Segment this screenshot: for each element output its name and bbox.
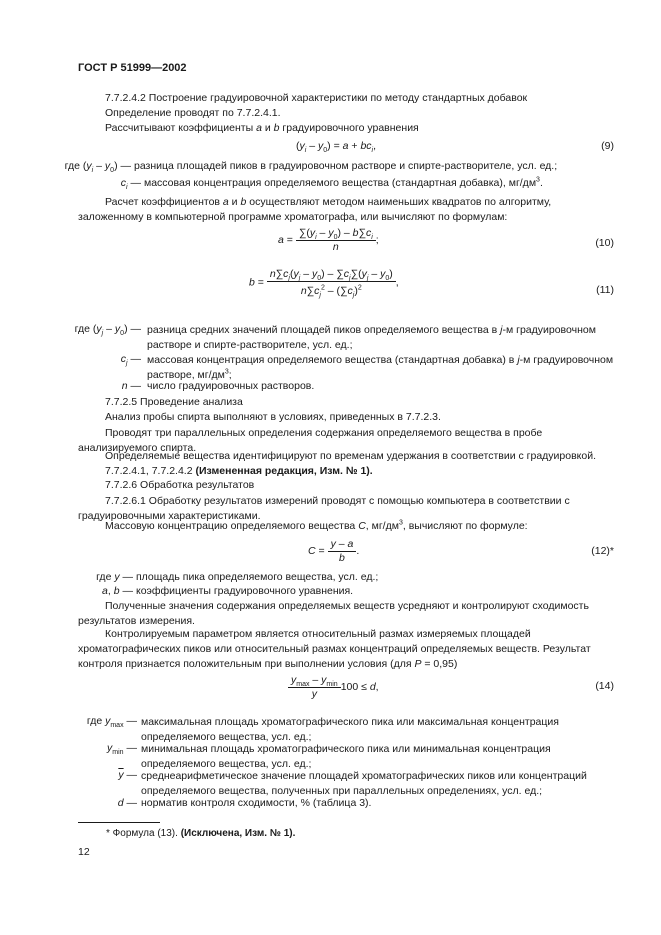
section-heading-7-7-2-5: 7.7.2.5 Проведение анализа — [105, 396, 243, 408]
definition-text: норматив контроля сходимости, % (таблица 3). — [141, 797, 372, 809]
equation-number: (9) — [601, 140, 614, 152]
equation-number: (11) — [596, 284, 614, 296]
definition-text: массовая концентрация определяемого вещества (стандартная добавка) в j-м градуировочном растворе, $мг/дм^3$; — [147, 354, 614, 381]
definition-text: максимальная площадь хроматографического пика или максимальная концентрация определяемого вещества, усл. ед.; — [141, 716, 559, 743]
paragraph: 7.7.2.6.1 Обработку результатов измерений проводят с помощью компьютера в соответствии с градуировочными характеристиками. — [78, 495, 570, 522]
paragraph: Массовую концентрацию определяемого вещества C, $мг/дм^3$, вычисляют по формуле: — [105, 519, 528, 532]
definition-text: разница средних значений площадей пиков определяемого вещества в j-м градуировочном растворе и спирте-растворителе, усл. ед.; — [147, 324, 596, 351]
definition-term: $\overline{y}$ — — [118, 769, 137, 781]
footnote-rule — [78, 822, 160, 823]
equation-12: C = $\frac{y - a}{b}$ . — [308, 538, 360, 565]
paragraph: Определение проводят по 7.7.2.4.1. — [105, 107, 281, 119]
equation-10: a = $\frac{\sum(y_i - y_0) - b\sum c_i}{n}$ ; — [278, 227, 379, 254]
definition-term: где $y_{max}$ — — [86, 715, 137, 730]
definition-term: где y — — [96, 571, 133, 583]
page-number: 12 — [78, 846, 90, 858]
definition-term: n — — [121, 380, 141, 392]
amendment-note: 7.7.2.4.1, 7.7.2.4.2 (Измененная редакция, Изм. № 1). — [105, 465, 373, 477]
paragraph: Определяемые вещества идентифицируют по временам удержания в соответствии с градуировкой. — [105, 450, 596, 462]
definition-term: где $(y_i - y_0)$ — — [64, 160, 131, 175]
footnote: * Формула (13). (Исключена, Изм. № 1). — [106, 828, 296, 839]
equation-number: (10) — [595, 237, 614, 249]
definition-term: d — — [117, 797, 137, 809]
section-heading-7-7-2-4-2: 7.7.2.4.2 Построение градуировочной характеристики по методу стандартных добавок — [105, 92, 528, 104]
section-heading-7-7-2-6: 7.7.2.6 Обработка результатов — [105, 479, 255, 491]
paragraph: Расчет коэффициентов a и b осуществляют методом наименьших квадратов по алгоритму, заложенному в компьютерной программе хроматографа, или вычисляют по формулам: — [78, 196, 552, 223]
definition-term: $c_i$ — — [120, 177, 141, 192]
definition-term: $c_j$ — — [120, 353, 141, 368]
definition-text: разница площадей пиков в градуировочном растворе и спирте-растворителе, усл. ед.; — [134, 160, 558, 172]
definition-term: a, b — — [102, 585, 133, 597]
definition-term: $y_{min}$ — — [107, 742, 137, 757]
definition-text: площадь пика определяемого вещества, усл. ед.; — [136, 571, 379, 583]
equation-number: (12)* — [591, 545, 614, 557]
definition-text: минимальная площадь хроматографического пика или минимальная концентрация определяемого вещества, усл. ед.; — [141, 743, 551, 770]
paragraph: Рассчитывают коэффициенты a и b градуировочного уравнения — [105, 122, 419, 134]
definition-text: число градуировочных растворов. — [147, 380, 315, 392]
paragraph: Контролируемым параметром является относительный размах измеряемых площадей хроматографических пиков или относительный размах концентраций определяемых веществ. Результат контроля признается положительным при выполнении условия (для P = 0,95) — [78, 628, 591, 670]
equation-9: $(y_i - y_0) = a + bc_i$, — [296, 140, 377, 155]
equation-11: b = $\frac{n\sum c_j(y_j - y_0) - \sum c_j\sum(y_j - y_0)}{n\sum c_j^2 - (\sum c_j)^2}$ , — [249, 268, 399, 300]
definition-text: коэффициенты градуировочного уравнения. — [136, 585, 354, 597]
definition-text: массовая концентрация определяемого вещества (стандартная добавка), $мг/дм^3$. — [144, 176, 543, 189]
paragraph: Анализ пробы спирта выполняют в условиях, приведенных в 7.7.2.3. — [105, 411, 441, 423]
definition-text: среднеарифметическое значение площадей хроматографических пиков или концентраций определяемого вещества, полученных при параллельных определениях, усл. ед.; — [141, 770, 587, 797]
paragraph: Проводят три параллельных определения содержания определяемого вещества в пробе анализируемого спирта. — [78, 427, 543, 454]
definition-term: где $(y_j - y_0)$ — — [74, 323, 141, 338]
document-header: ГОСТ Р 51999—2002 — [78, 62, 187, 74]
equation-number: (14) — [595, 680, 614, 692]
paragraph: Полученные значения содержания определяемых веществ усредняют и контролируют сходимость результатов измерения. — [78, 600, 589, 627]
equation-14: $\frac{y_{max} - y_{min}}{y}$ 100 ≤ d, — [288, 674, 379, 701]
